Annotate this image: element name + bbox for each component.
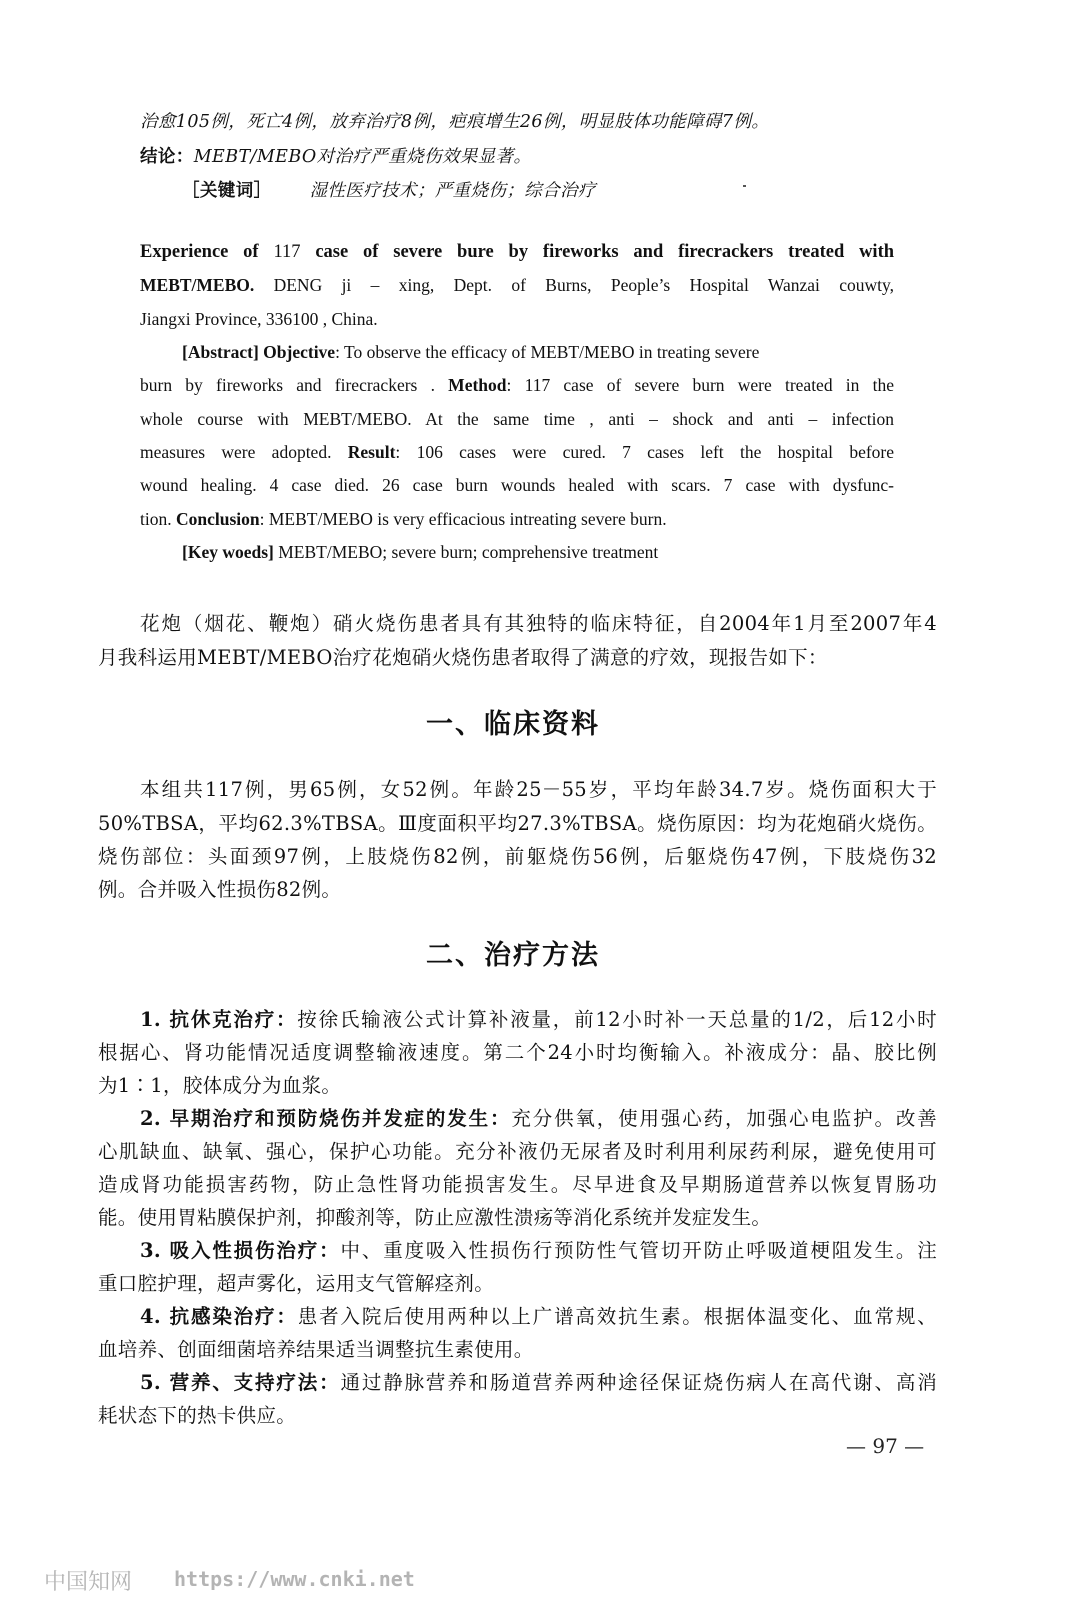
item-3-label: 3. 吸入性损伤治疗： — [140, 1239, 341, 1262]
section-2-heading: 二、治疗方法 — [426, 940, 600, 971]
item-1-label: 1. 抗休克治疗： — [140, 1008, 298, 1031]
item-4-first-line: 4. 抗感染治疗：患者入院后使用两种以上广谱高效抗生素。根据体温变化、血常规、 — [140, 1305, 937, 1328]
intro-line-1: 花炮（烟花、鞭炮）硝火烧伤患者具有其独特的临床特征，自2004年1月至2007年4 — [140, 612, 937, 635]
en-abstract-line-5: wound healing. 4 case died. 26 case burn wounds healed with scars. 7 case with dysfunc- — [140, 475, 894, 495]
item-5-first-line: 5. 营养、支持疗法：通过静脉营养和肠道营养两种途径保证烧伤病人在高代谢、高消 — [140, 1371, 937, 1394]
en-objective-label: Objective — [263, 342, 336, 362]
zh-result-line: 治愈105例，死亡4例，放弃治疗8例，疤痕增生26例，明显肢体功能障碍7例。 — [140, 112, 770, 132]
zh-keywords — [182, 177, 596, 202]
item-1-line-3: 为1∶1，胶体成分为血浆。 — [98, 1074, 342, 1097]
zh-conclusion — [140, 143, 531, 168]
item-4-line-2: 血培养、创面细菌培养结果适当调整抗生素使用。 — [98, 1338, 534, 1361]
section-1-line-2: 50%TBSA，平均62.3%TBSA。Ⅲ度面积平均27.3%TBSA。烧伤原因：均为花炮硝火烧伤。 — [98, 812, 937, 835]
item-1-first-line: 1. 抗休克治疗：按徐氏输液公式计算补液量，前12小时补一天总量的1/2，后12小时 — [140, 1008, 937, 1031]
section-1-line-1: 本组共117例，男65例，女52例。年龄25－55岁，平均年龄34.7岁。烧伤面积大于 — [140, 778, 937, 801]
en-abstract-line-3: whole course with MEBT/MEBO. At the same time , anti – shock and anti – infection — [140, 409, 894, 429]
item-2-line-2: 心肌缺血、缺氧、强心，保护心功能。充分补液仍无尿者及时利用利尿药利尿，避免使用可 — [98, 1140, 937, 1163]
zh-conclusion-label: 结论： — [140, 147, 194, 167]
en-result-label: Result — [347, 442, 396, 462]
en-title-mebt: MEBT/MEBO. — [140, 275, 255, 295]
en-abstract-line-1: [Abstract] Objective: To observe the efficacy of MEBT/MEBO in treating severe — [182, 342, 760, 362]
section-1-heading: 一、临床资料 — [426, 709, 600, 740]
en-abstract-line-2: burn by fireworks and firecrackers . Method: 117 case of severe burn were treated in the — [140, 375, 894, 395]
en-keywords-label: [Key woeds] — [182, 542, 274, 562]
watermark-url[interactable]: https://www.cnki.net — [174, 1567, 415, 1591]
item-2-label: 2. 早期治疗和预防烧伤并发症的发生： — [140, 1107, 512, 1130]
page-number: — 97 — — [846, 1434, 925, 1458]
item-2-line-4: 能。使用胃粘膜保护剂，抑酸剂等，防止应激性溃疡等消化系统并发症发生。 — [98, 1206, 772, 1229]
section-1-line-3: 烧伤部位：头面颈97例，上肢烧伤82例，前躯烧伤56例，后躯烧伤47例，下肢烧伤32 — [98, 845, 937, 868]
item-3-first-line: 3. 吸入性损伤治疗：中、重度吸入性损伤行预防性气管切开防止呼吸道梗阻发生。注 — [140, 1239, 937, 1262]
zh-conclusion-text: MEBT/MEBO对治疗严重烧伤效果显著。 — [193, 147, 532, 167]
zh-keywords-label: ［关键词］ — [182, 181, 272, 201]
item-5-line-2: 耗状态下的热卡供应。 — [98, 1404, 297, 1427]
speck — [743, 185, 746, 187]
section-1-line-4: 例。合并吸入性损伤82例。 — [98, 878, 342, 901]
item-2-first-line: 2. 早期治疗和预防烧伤并发症的发生：充分供氧，使用强心药，加强心电监护。改善 — [140, 1107, 937, 1130]
en-title-line-2: MEBT/MEBO. DENG ji – xing, Dept. of Burns, People’s Hospital Wanzai couwty, — [140, 275, 894, 295]
watermark-brand: 中国知网 — [44, 1570, 133, 1595]
item-3-line-2: 重口腔护理，超声雾化，运用支气管解痉剂。 — [98, 1272, 495, 1295]
en-conclusion-label: Conclusion — [175, 509, 260, 529]
intro-line-2: 月我科运用MEBT/MEBO治疗花炮硝火烧伤患者取得了满意的疗效，现报告如下： — [98, 646, 828, 669]
item-5-label: 5. 营养、支持疗法： — [140, 1371, 341, 1394]
item-4-label: 4. 抗感染治疗： — [140, 1305, 298, 1328]
en-method-label: Method — [448, 375, 507, 395]
en-abstract-line-4: measures were adopted. Result: 106 cases were cured. 7 cases left the hospital before — [140, 442, 895, 462]
en-affiliation: Jiangxi Province, 336100 , China. — [140, 309, 378, 329]
en-abstract-line-6: tion. Conclusion: MEBT/MEBO is very efficacious intreating severe burn. — [140, 509, 667, 529]
zh-keywords-text: 湿性医疗技术；严重烧伤；综合治疗 — [309, 181, 596, 201]
item-2-line-3: 造成肾功能损害药物，防止急性肾功能损害发生。尽早进食及早期肠道营养以恢复胃肠功 — [98, 1173, 937, 1196]
en-title-line-1: Experience of 117 case of severe bure by fireworks and firecrackers treated with — [140, 242, 895, 262]
item-1-line-2: 根据心、肾功能情况适度调整输液速度。第二个24小时均衡输入。补液成分：晶、胶比例 — [98, 1041, 937, 1064]
en-keywords: [Key woeds] MEBT/MEBO; severe burn; comprehensive treatment — [182, 542, 659, 562]
en-abstract-label: [Abstract] — [182, 342, 259, 362]
